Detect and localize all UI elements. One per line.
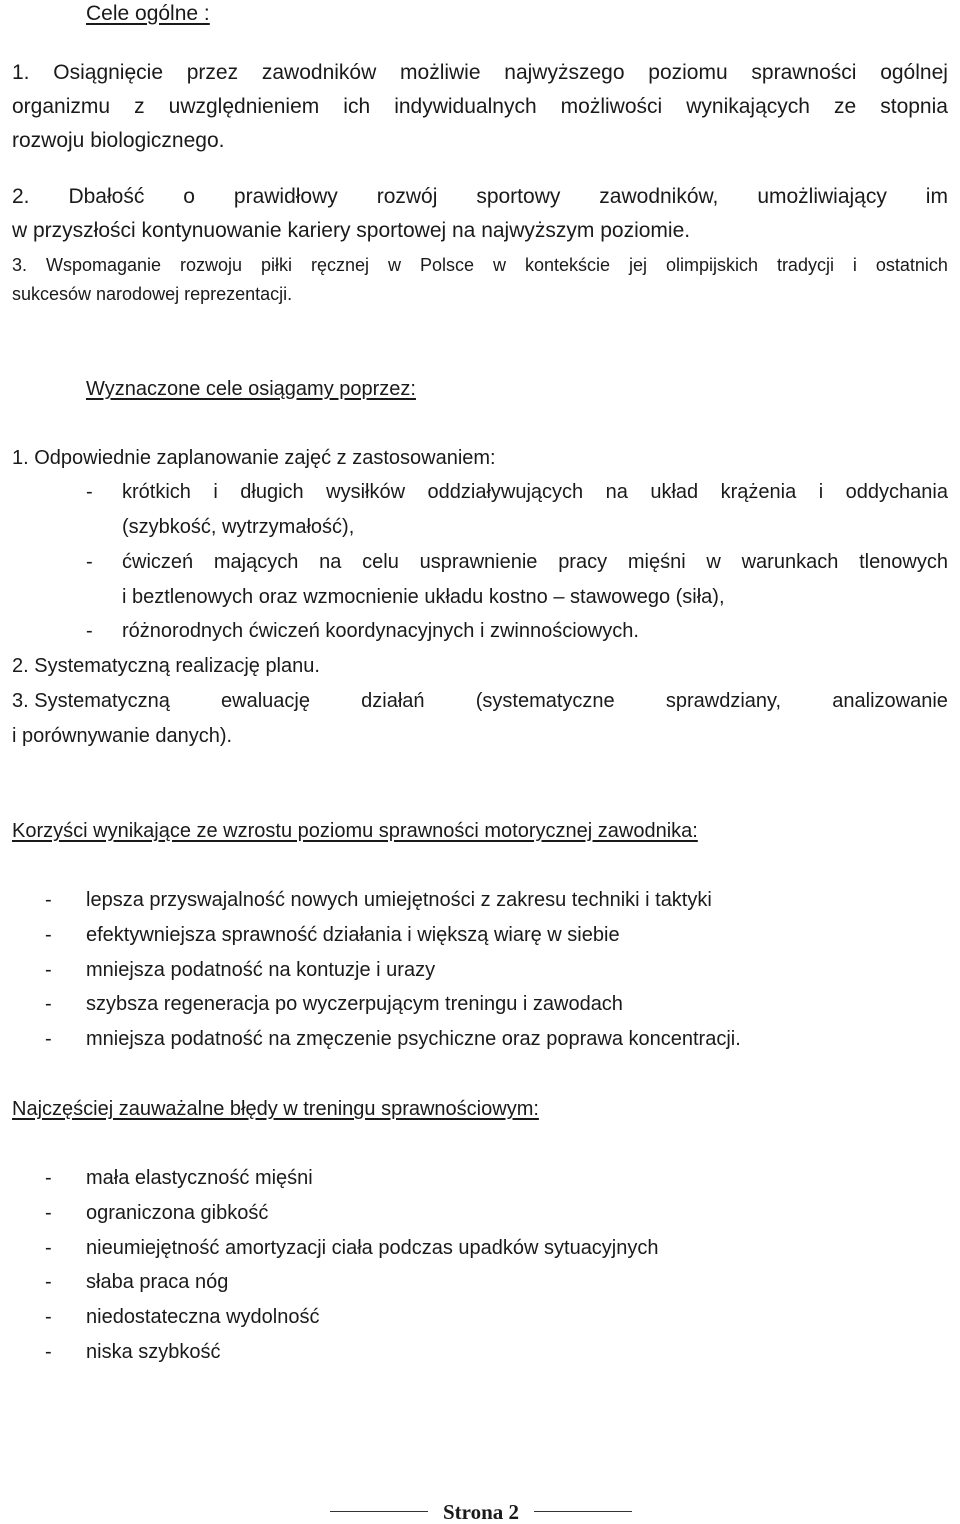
word: tradycji: [776, 255, 834, 275]
word: ręcznej: [311, 255, 370, 275]
word: Dbałość: [68, 185, 145, 208]
list-dash: -: [45, 923, 52, 946]
list-dash: -: [45, 1167, 52, 1189]
word: możliwie: [400, 61, 481, 84]
heading-cele-ogolne: Cele ogólne :: [86, 2, 210, 25]
word: o: [183, 185, 195, 208]
list-dash: -: [45, 889, 52, 911]
word: i: [852, 255, 857, 275]
list-dash: -: [45, 958, 52, 981]
word: wysiłków: [326, 481, 406, 503]
word: najwyższego: [504, 61, 625, 84]
word: jej: [628, 255, 647, 275]
word: w: [492, 255, 506, 275]
wyznaczone-item-3-line-2: i porównywanie danych).: [12, 725, 233, 747]
word: w: [388, 255, 401, 275]
word: ostatnich: [875, 255, 948, 275]
cele-item-1-line-3: rozwoju biologicznego.: [12, 129, 225, 152]
wyznaczone-sub-2-line-2: i beztlenowych oraz wzmocnienie układu kostno – stawowego (siła),: [122, 586, 725, 608]
word: sprawności: [751, 61, 857, 84]
word: stopnia: [880, 95, 948, 118]
wyznaczone-item-3-line-1: [12, 691, 948, 711]
word: warunkach: [741, 551, 839, 573]
word: olimpijskich: [665, 255, 758, 275]
word: przez: [186, 61, 239, 84]
word: organizmu: [12, 95, 111, 118]
word: oddychania: [845, 481, 948, 503]
word: możliwości: [560, 95, 663, 118]
list-dash: -: [45, 993, 52, 1016]
word: Polsce: [419, 255, 474, 275]
wyznaczone-item-1: 1. Odpowiednie zaplanowanie zajęć z zastosowaniem:: [12, 447, 496, 469]
word: rozwoju: [180, 255, 243, 275]
word: (systematyczne: [475, 690, 615, 712]
word: ze: [834, 95, 857, 118]
word: umożliwiający: [757, 185, 887, 208]
word: Osiągnięcie: [53, 61, 163, 84]
page-number: Strona 2: [436, 1502, 526, 1523]
word: mięśni: [627, 551, 686, 573]
list-item: mała elastyczność mięśni: [86, 1167, 313, 1189]
word: indywidualnych: [394, 95, 537, 118]
list-dash: -: [86, 620, 93, 642]
word: krótkich: [122, 481, 191, 503]
list-item: mniejsza podatność na kontuzje i urazy: [86, 958, 436, 981]
list-dash: -: [45, 1306, 52, 1329]
word: analizowanie: [832, 690, 948, 712]
word: Wspomaganie: [45, 255, 162, 275]
word: ogólnej: [880, 61, 948, 84]
word: kontekście: [524, 255, 610, 275]
list-dash: -: [45, 1271, 52, 1294]
word: 3.: [12, 255, 28, 275]
cele-item-1-line-1: [12, 62, 948, 83]
heading-bledy: Najczęściej zauważalne błędy w treningu sprawnościowym:: [12, 1098, 539, 1120]
word: układ: [650, 481, 699, 503]
list-item: lepsza przyswajalność nowych umiejętności z zakresu techniki i taktyki: [86, 889, 712, 911]
word: zawodników: [261, 61, 377, 84]
list-dash: -: [86, 551, 93, 573]
list-dash: -: [45, 1028, 52, 1051]
wyznaczone-item-2: 2. Systematyczną realizację planu.: [12, 655, 320, 677]
list-item: ograniczona gibkość: [86, 1201, 269, 1224]
cele-item-1-line-2: [12, 96, 948, 117]
wyznaczone-sub-1-line-2: (szybkość, wytrzymałość),: [122, 516, 355, 538]
list-item: szybsza regeneracja po wyczerpującym treningu i zawodach: [86, 993, 623, 1016]
list-item: efektywniejsza sprawność działania i większą wiarę w siebie: [86, 923, 620, 946]
word: mających: [213, 551, 299, 573]
word: działań: [361, 690, 425, 712]
word: oddziaływujących: [427, 481, 584, 503]
list-dash: -: [86, 481, 93, 503]
word: na: [605, 481, 628, 503]
word: tlenowych: [859, 551, 948, 573]
word: 3. Systematyczną: [12, 690, 170, 712]
word: im: [925, 185, 948, 208]
list-item: mniejsza podatność na zmęczenie psychiczne oraz poprawa koncentracji.: [86, 1028, 741, 1051]
list-item: niedostateczna wydolność: [86, 1306, 320, 1329]
wyznaczone-sub-1-line-1: [122, 482, 948, 502]
list-item: nieumiejętność amortyzacji ciała podczas upadków sytuacyjnych: [86, 1236, 659, 1259]
cele-item-2-line-2: w przyszłości kontynuowanie kariery sportowej na najwyższym poziomie.: [12, 219, 691, 242]
word: długich: [240, 481, 304, 503]
list-item: niska szybkość: [86, 1341, 221, 1363]
word: usprawnienie: [419, 551, 538, 573]
word: zawodników,: [599, 185, 719, 208]
wyznaczone-sub-2-line-1: [122, 552, 948, 572]
word: sportowy: [476, 185, 561, 208]
word: poziomu: [648, 61, 728, 84]
word: na: [319, 551, 342, 573]
word: ćwiczeń: [122, 551, 194, 573]
cele-item-3-line-2: sukcesów narodowej reprezentacji.: [12, 284, 293, 304]
word: krążenia: [720, 481, 797, 503]
word: piłki: [261, 255, 293, 275]
word: wynikających: [686, 95, 810, 118]
word: pracy: [558, 551, 608, 573]
list-dash: -: [45, 1236, 52, 1259]
heading-wyznaczone-cele: Wyznaczone cele osiągamy poprzez:: [86, 378, 416, 400]
word: z: [134, 95, 145, 118]
word: celu: [362, 551, 399, 573]
word: i: [818, 481, 824, 503]
word: sprawdziany,: [665, 690, 782, 712]
word: i: [213, 481, 218, 503]
list-item: słaba praca nóg: [86, 1271, 229, 1294]
word: prawidłowy: [233, 185, 338, 208]
heading-korzysci: Korzyści wynikające ze wzrostu poziomu sprawności motorycznej zawodnika:: [12, 820, 698, 842]
word: uwzględnieniem: [168, 95, 320, 118]
word: rozwój: [376, 185, 438, 208]
list-dash: -: [45, 1341, 52, 1363]
word: 2.: [12, 185, 30, 208]
footer-rule-right: [534, 1511, 632, 1512]
word: ewaluację: [221, 690, 310, 712]
word: w: [706, 551, 721, 573]
list-dash: -: [45, 1201, 52, 1224]
footer-rule-left: [330, 1511, 428, 1512]
cele-item-3-line-1: [12, 256, 948, 274]
cele-item-2-line-1: [12, 186, 948, 207]
word: ich: [343, 95, 371, 118]
word: 1.: [12, 61, 30, 84]
wyznaczone-sub-3: różnorodnych ćwiczeń koordynacyjnych i zwinnościowych.: [122, 620, 639, 642]
